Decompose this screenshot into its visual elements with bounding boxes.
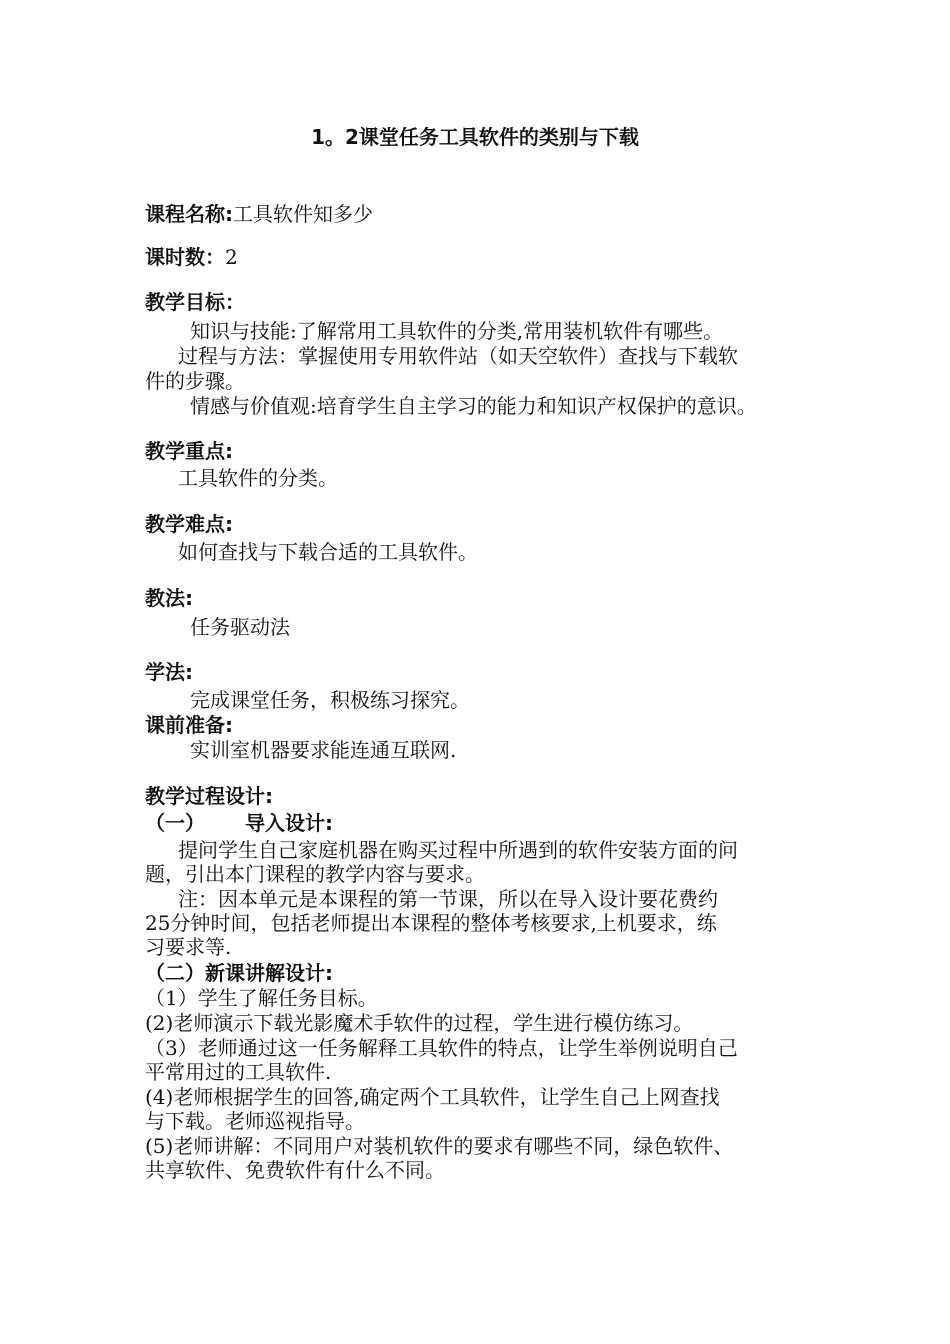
- step-3-line1: （3）老师通过这一任务解释工具软件的特点，让学生举例说明自己: [145, 1036, 738, 1060]
- learning-method-text: 完成课堂任务，积极练习探究。: [190, 688, 470, 712]
- hours-label: 课时数：: [145, 245, 225, 269]
- step-3-line2: 平常用过的工具软件.: [145, 1060, 332, 1084]
- intro-paragraph-line1: 提问学生自己家庭机器在购买过程中所遇到的软件安装方面的问: [178, 838, 738, 862]
- teaching-method-text: 任务驱动法: [190, 615, 290, 639]
- step-4-line2: 与下载。老师巡视指导。: [145, 1109, 365, 1133]
- page-title: 1。2课堂任务工具软件的类别与下载: [311, 125, 639, 149]
- hours-value: 2: [225, 245, 238, 269]
- objective-emotion: 情感与价值观:培育学生自主学习的能力和知识产权保护的意识。: [190, 394, 757, 418]
- learning-method-heading: 学法:: [145, 660, 193, 684]
- teaching-method-heading: 教法:: [145, 586, 193, 610]
- course-name-label: 课程名称:: [145, 202, 233, 226]
- step-5-line1: (5)老师讲解：不同用户对装机软件的要求有哪些不同，绿色软件、: [145, 1134, 734, 1158]
- intro-paragraph-line2: 题，引出本门课程的教学内容与要求。: [145, 862, 485, 886]
- step-2: (2)老师演示下载光影魔术手软件的过程，学生进行模仿练习。: [145, 1011, 694, 1035]
- intro-number: （一）: [145, 811, 205, 835]
- preparation-text: 实训室机器要求能连通互联网.: [190, 738, 457, 762]
- objectives-heading: 教学目标：: [145, 290, 245, 314]
- hours-row: [145, 245, 238, 269]
- course-name-value: 工具软件知多少: [233, 202, 373, 226]
- process-heading: 教学过程设计:: [145, 784, 273, 808]
- key-points-heading: 教学重点:: [145, 439, 233, 463]
- objective-process-line1: 过程与方法：掌握使用专用软件站（如天空软件）查找与下载软: [178, 344, 738, 368]
- new-lesson-heading: （二）新课讲解设计:: [145, 961, 333, 985]
- objective-process-line2: 件的步骤。: [145, 369, 245, 393]
- intro-heading: 导入设计:: [245, 811, 333, 835]
- key-points-text: 工具软件的分类。: [178, 466, 338, 490]
- intro-note-line2: 25分钟时间，包括老师提出本课程的整体考核要求,上机要求，练: [145, 911, 717, 935]
- objective-knowledge: 知识与技能:了解常用工具软件的分类,常用装机软件有哪些。: [190, 319, 724, 343]
- course-name-row: [145, 202, 373, 226]
- intro-note-line3: 习要求等.: [145, 935, 232, 959]
- step-4-line1: (4)老师根据学生的回答,确定两个工具软件，让学生自己上网查找: [145, 1085, 720, 1109]
- step-1: （1）学生了解任务目标。: [145, 986, 378, 1010]
- intro-note-line1: 注：因本单元是本课程的第一节课，所以在导入设计要花费约: [178, 887, 718, 911]
- step-5-line2: 共享软件、免费软件有什么不同。: [145, 1158, 445, 1182]
- difficulties-text: 如何查找与下载合适的工具软件。: [178, 540, 478, 564]
- preparation-heading: 课前准备:: [145, 713, 233, 737]
- difficulties-heading: 教学难点:: [145, 512, 233, 536]
